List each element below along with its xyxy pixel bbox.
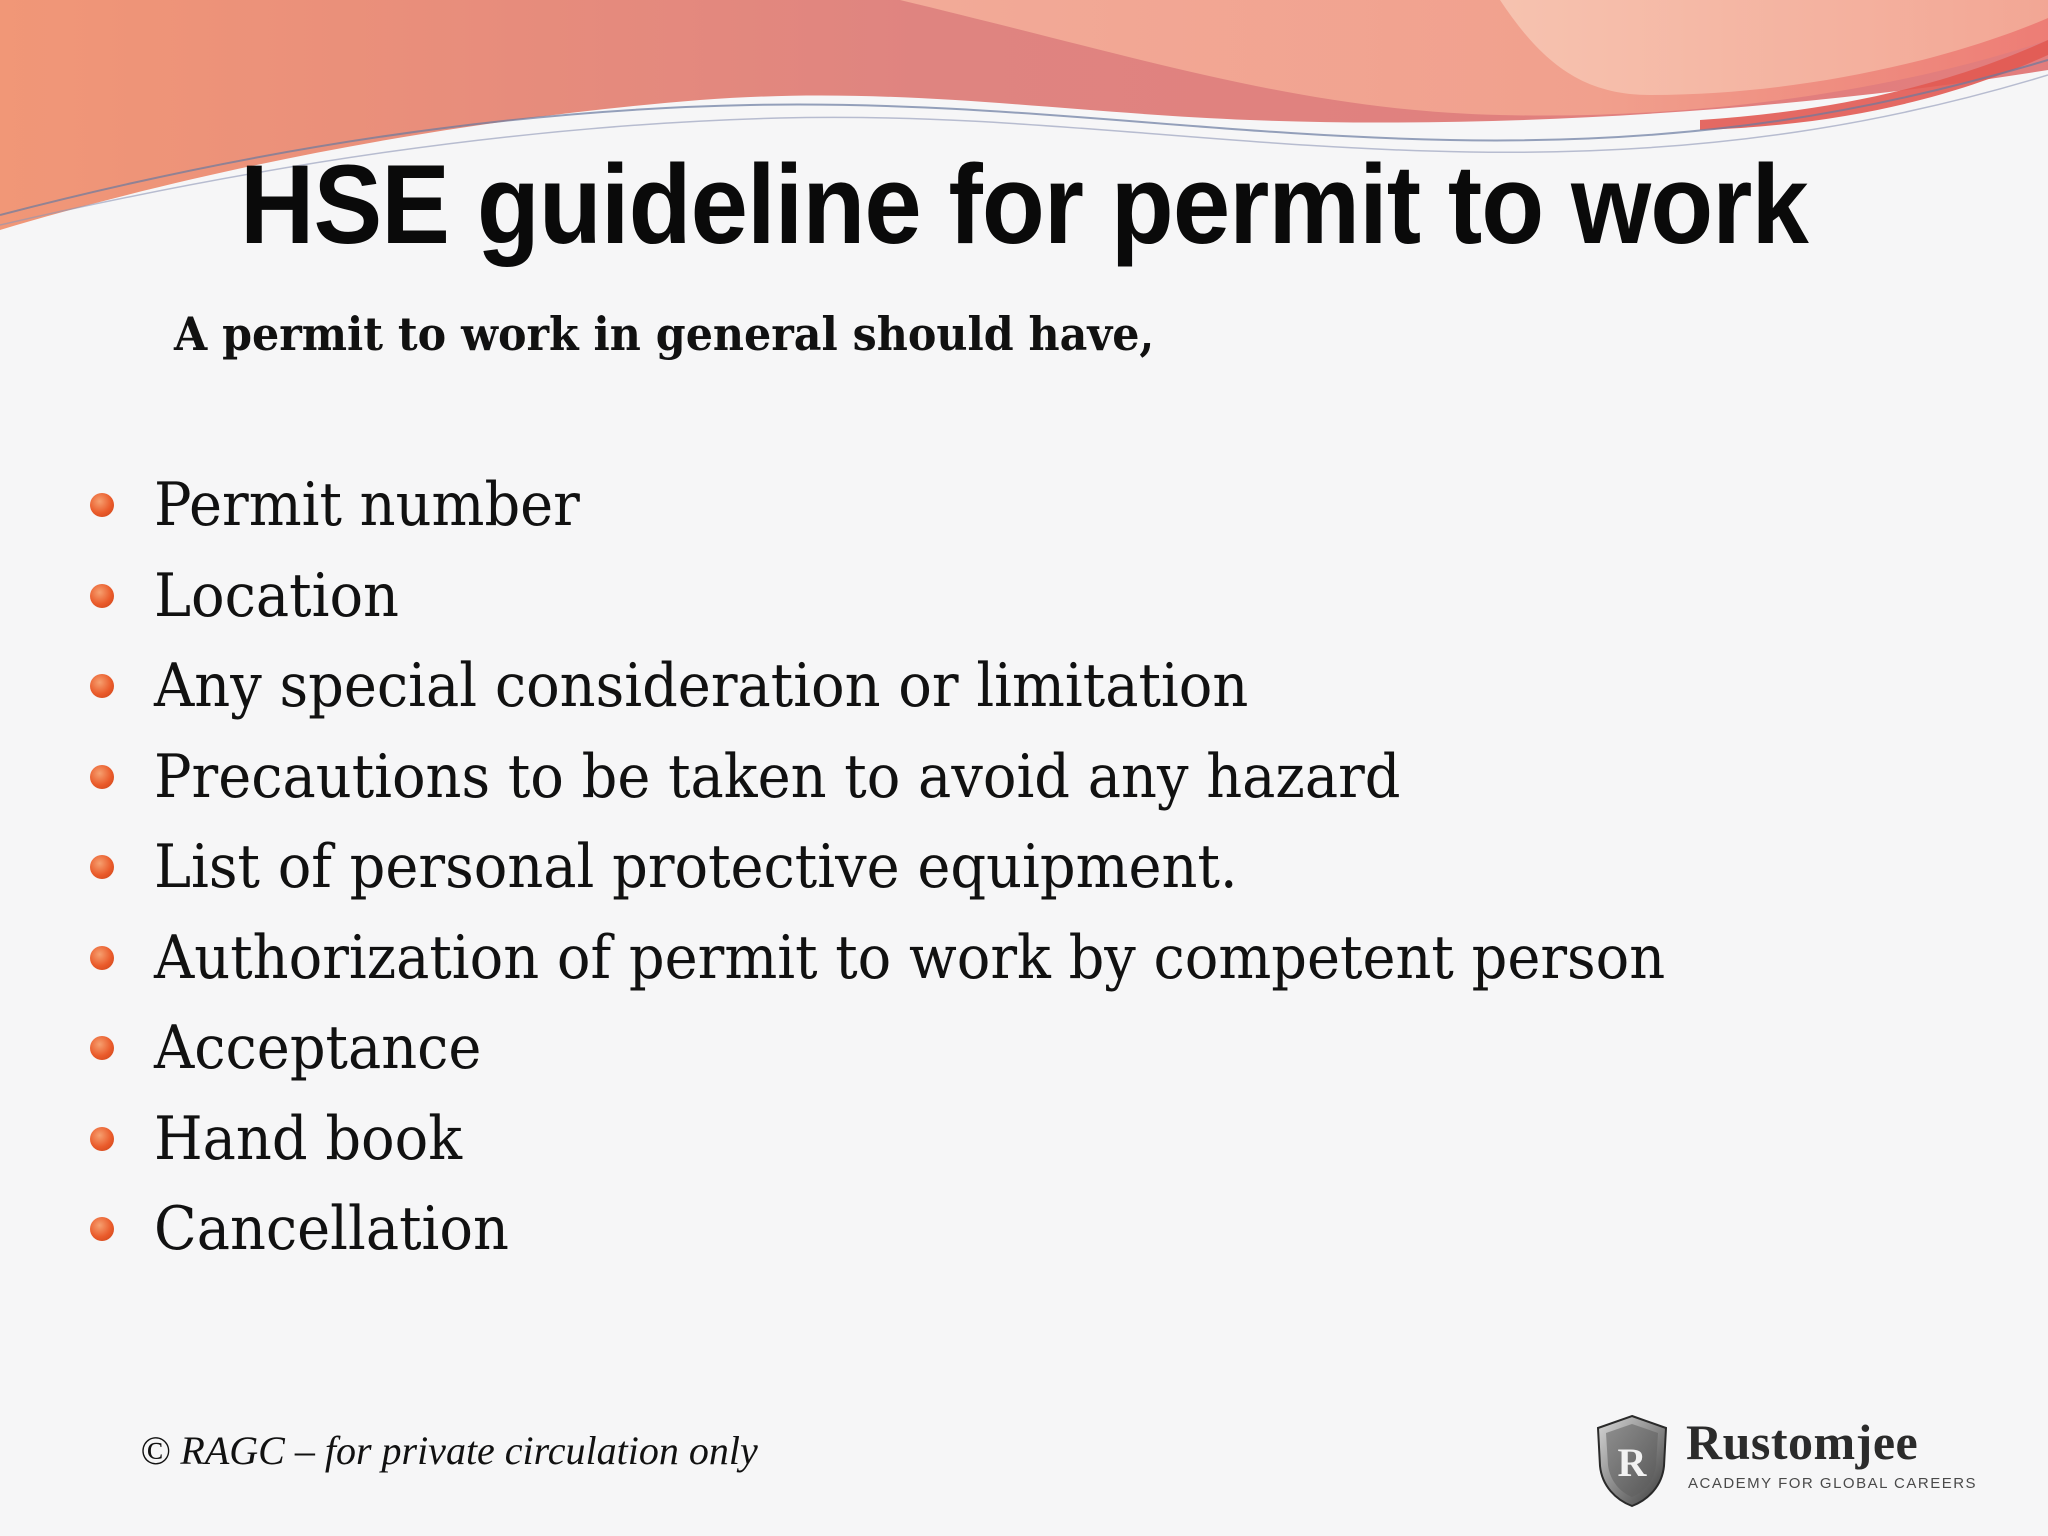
list-item xyxy=(90,1094,1779,1185)
bullet-icon xyxy=(90,1217,114,1241)
bullet-icon xyxy=(90,493,114,517)
bullet-icon xyxy=(90,584,114,608)
bullet-text: Authorization of permit to work by competent person xyxy=(154,922,1666,993)
list-item xyxy=(90,1003,1779,1094)
list-item xyxy=(90,732,1779,823)
bullet-icon xyxy=(90,855,114,879)
shield-icon xyxy=(1594,1414,1670,1508)
bullet-text: Permit number xyxy=(154,470,580,541)
bullet-icon xyxy=(90,946,114,970)
bullet-text: Hand book xyxy=(154,1103,463,1174)
subtitle: A permit to work in general should have, xyxy=(174,307,1155,361)
bullet-icon xyxy=(90,674,114,698)
bullet-text: List of personal protective equipment. xyxy=(154,832,1238,903)
bullet-icon xyxy=(90,1127,114,1151)
bullet-icon xyxy=(90,1036,114,1060)
brand-tagline: ACADEMY FOR GLOBAL CAREERS xyxy=(1688,1475,1978,1492)
bullet-list xyxy=(90,460,1779,1275)
page-title: HSE guideline for permit to work xyxy=(240,142,1808,267)
brand-name: Rustomjee xyxy=(1686,1414,1919,1470)
bullet-text: Cancellation xyxy=(154,1194,509,1265)
brand-logo xyxy=(1594,1410,1978,1510)
list-item xyxy=(90,913,1779,1004)
list-item xyxy=(90,1184,1779,1275)
bullet-text: Location xyxy=(154,560,399,631)
emblem-letter: R xyxy=(1617,1440,1647,1485)
bullet-text: Acceptance xyxy=(154,1013,482,1084)
bullet-icon xyxy=(90,765,114,789)
list-item xyxy=(90,641,1779,732)
bullet-text: Any special consideration or limitation xyxy=(154,651,1249,722)
bullet-text: Precautions to be taken to avoid any hazard xyxy=(154,741,1401,812)
list-item xyxy=(90,460,1779,551)
copyright-notice: © RAGC – for private circulation only xyxy=(140,1428,758,1473)
list-item xyxy=(90,822,1779,913)
list-item xyxy=(90,551,1779,642)
